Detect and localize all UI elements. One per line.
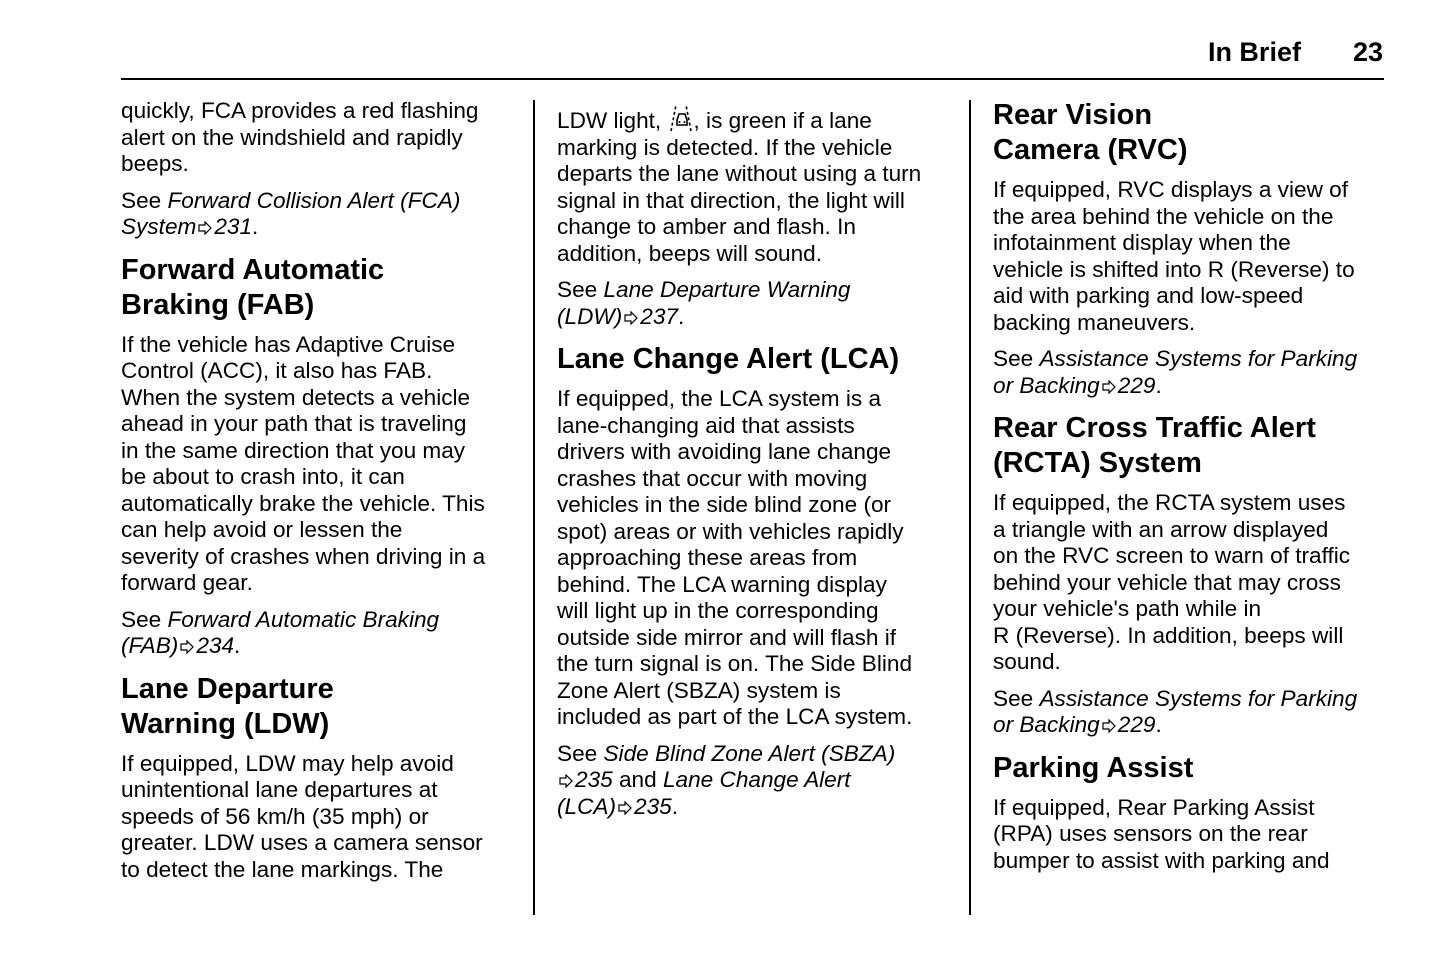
page-number: 23	[1352, 36, 1383, 67]
paragraph-lca: If equipped, the LCA system is a lane-changing aid that assists drivers with avoiding lane change crashes that occur with moving vehicles in the side blind zone (or spot) areas or with vehicles rapidly approaching these areas from behind. The LCA warning display will light up in the corresponding outside side mirror and will flash if the turn signal is on. The Side Blind Zone Alert (SBZA) system is included as part of the LCA system.	[557, 386, 913, 729]
xref-sbza-link[interactable]: Side Blind Zone Alert (SBZA)	[603, 740, 896, 766]
paragraph-rcta: If equipped, the RCTA system uses a triangle with an arrow displayed on the RVC screen to warn of traffic behind your vehicle that may cross your vehicle's path while in R (Reverse). In addition, beeps will sound.	[993, 490, 1351, 674]
page-reference-arrow-icon	[559, 774, 573, 788]
xref-lca-page[interactable]: 235	[634, 793, 672, 819]
paragraph-rvc: If equipped, RVC displays a view of the area behind the vehicle on the infotainment display when the vehicle is shifted into R (Reverse) to aid with parking and low-speed backing maneuvers.	[993, 177, 1355, 335]
see-fca-reference: See Forward Collision Alert (FCA) System 231.	[121, 187, 461, 239]
page-header	[1208, 34, 1383, 70]
xref-parking-page-2[interactable]: 229	[1117, 712, 1156, 737]
xref-ldw-page[interactable]: 237	[640, 303, 678, 329]
heading-lca: Lane Change Alert (LCA)	[557, 343, 900, 375]
heading-ldw: Lane Departure Warning (LDW)	[121, 672, 334, 740]
column-2	[557, 104, 957, 830]
section-title: In Brief	[1207, 36, 1301, 67]
xref-parking-link-1[interactable]: Assistance Systems for Parking or Backing	[993, 346, 1358, 398]
heading-fab: Forward Automatic Braking (FAB)	[121, 253, 385, 321]
heading-parking-assist: Parking Assist	[993, 751, 1194, 784]
page-reference-arrow-icon	[180, 640, 194, 654]
paragraph-ldw: If equipped, LDW may help avoid unintentional lane departures at speeds of 56 km/h (35 mph) or greater. LDW uses a camera sensor to detect the lane markings. The	[121, 750, 483, 882]
heading-rvc: Rear Vision Camera (RVC)	[993, 99, 1188, 166]
see-parking-reference-2: See Assistance Systems for Parking or Backing 229.	[993, 685, 1358, 737]
page-reference-arrow-icon	[198, 221, 212, 235]
see-fab-reference: See Forward Automatic Braking (FAB) 234.	[121, 606, 440, 658]
xref-sbza-page[interactable]: 235	[575, 767, 613, 792]
column-divider-2	[969, 100, 971, 915]
heading-rcta: Rear Cross Traffic Alert (RCTA) System	[993, 412, 1316, 479]
page-reference-arrow-icon	[618, 801, 632, 815]
page-reference-arrow-icon	[1102, 719, 1116, 733]
page-reference-arrow-icon	[1102, 380, 1116, 394]
paragraph-fca-continued: quickly, FCA provides a red flashing alert on the windshield and rapidly beeps.	[121, 98, 479, 176]
column-divider-1	[533, 100, 535, 915]
xref-fab-page[interactable]: 234	[196, 633, 235, 658]
paragraph-fab: If the vehicle has Adaptive Cruise Control (ACC), it also has FAB. When the system detects a vehicle ahead in your path that is traveling in the same direction that you may be about to crash into, it can automatically brake the vehicle. This can help avoid or lessen the severity of crashes when driving in a forward gear.	[121, 331, 486, 595]
xref-lca-link[interactable]: Lane Change Alert (LCA)	[557, 767, 851, 819]
paragraph-ldw-light: LDW light, , is green if a lane marking is detected. If the vehicle departs the lane without using a turn signal in that direction, the light will change to amber and flash. In addition, beeps will sound.	[557, 104, 957, 267]
paragraph-parking-assist: If equipped, Rear Parking Assist (RPA) uses sensors on the rear bumper to assist with parking and	[993, 794, 1330, 873]
xref-fab-link[interactable]: Forward Automatic Braking (FAB)	[121, 606, 440, 658]
xref-fca-page[interactable]: 231	[214, 214, 253, 239]
see-parking-reference-1: See Assistance Systems for Parking or Backing 229.	[993, 346, 1358, 398]
lane-departure-warning-icon	[668, 104, 694, 132]
see-sbza-lca-reference: See Side Blind Zone Alert (SBZA) 235 and Lane Change Alert (LCA) 235.	[557, 740, 896, 819]
xref-parking-page-1[interactable]: 229	[1117, 372, 1156, 398]
page-reference-arrow-icon	[624, 311, 638, 325]
header-rule	[121, 78, 1384, 80]
xref-fca-link[interactable]: Forward Collision Alert (FCA) System	[121, 187, 461, 239]
column-3	[993, 98, 1393, 884]
xref-parking-link-2[interactable]: Assistance Systems for Parking or Backing	[993, 685, 1358, 737]
xref-ldw-link[interactable]: Lane Departure Warning (LDW)	[557, 277, 851, 329]
see-ldw-reference: See Lane Departure Warning (LDW) 237.	[557, 277, 851, 329]
column-1	[121, 98, 521, 893]
